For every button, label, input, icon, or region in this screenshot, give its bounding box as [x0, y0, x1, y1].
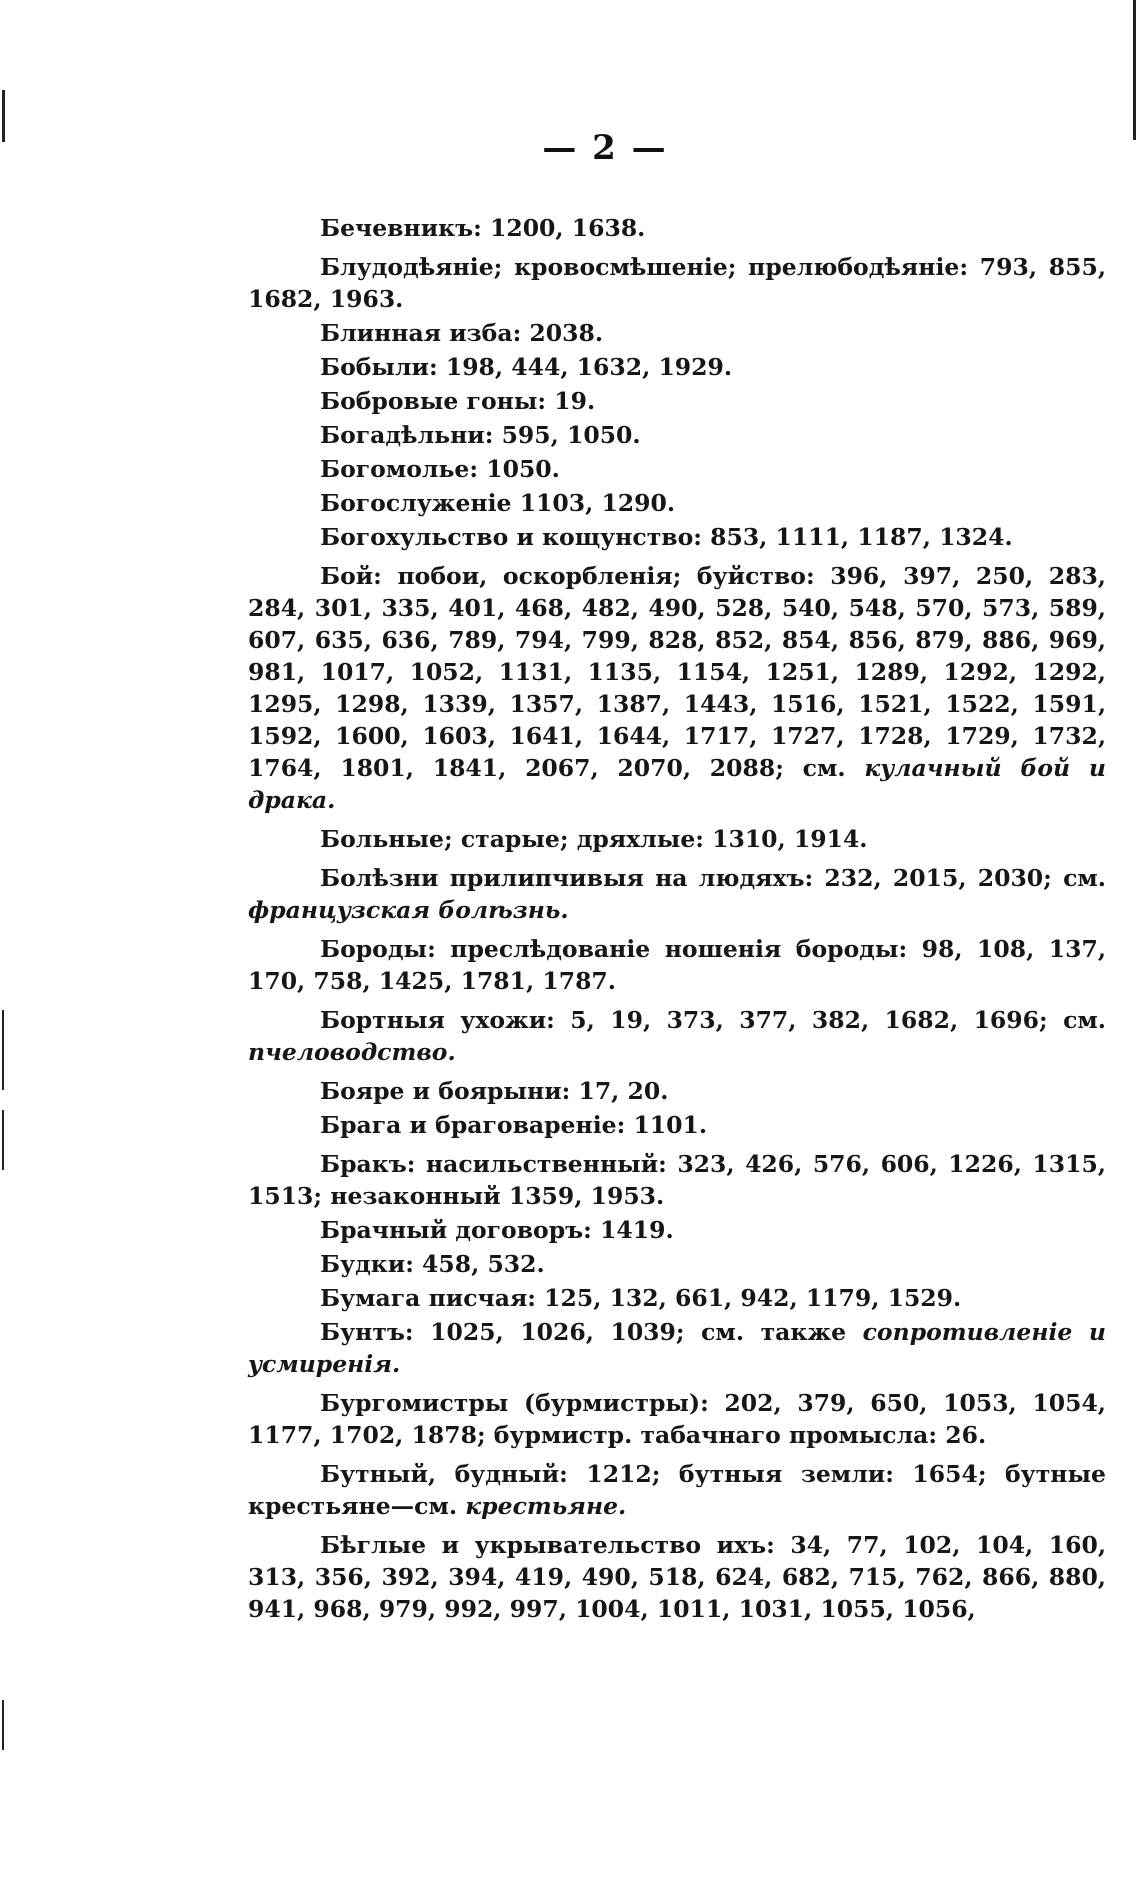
page-edge-left-mark — [2, 1700, 4, 1750]
index-entry: Бороды: преслѣдованіе ношенія бороды: 98, 108, 137, 170, 758, 1425, 1781, 1787. — [248, 935, 1106, 995]
index-entry: Бобыли: 198, 444, 1632, 1929. — [320, 353, 733, 381]
index-entry: Будки: 458, 532. — [320, 1250, 545, 1278]
index-entry: Бечевникъ: 1200, 1638. — [320, 214, 646, 242]
index-entry: Богомолье: 1050. — [320, 455, 560, 483]
index-entry: Богослуженіе 1103, 1290. — [320, 489, 676, 517]
index-entry: Богохульство и кощунство: 853, 1111, 1187, 1324. — [320, 523, 1013, 551]
index-entry: Блудодѣяніе; кровосмѣшеніе; прелюбодѣяніе: 793, 855, 1682, 1963. — [248, 253, 1106, 313]
page-number: — 2 — — [542, 128, 668, 168]
page-edge-left-mark — [2, 1110, 4, 1170]
index-entry: Блинная изба: 2038. — [320, 319, 604, 347]
cross-reference: пчеловодство. — [248, 1038, 456, 1066]
cross-reference: французская болѣзнь. — [248, 896, 569, 924]
index-entry: Богадѣльни: 595, 1050. — [320, 421, 641, 449]
index-entry: Брага и браговареніе: 1101. — [320, 1111, 708, 1139]
index-entry: Бѣглые и укрывательство ихъ: 34, 77, 102, 104, 160, 313, 356, 392, 394, 419, 490, 518, 624, 682, 715, 762, 866, 880, 941, 968, 979, 992, 997, 1004, 1011, 1031, 1055, 1056, — [248, 1531, 1106, 1623]
index-entry: Больные; старые; дряхлые: 1310, 1914. — [320, 825, 868, 853]
cross-reference: кулачный бой и драка. — [248, 754, 1107, 814]
page-edge-left-mark — [2, 1010, 4, 1090]
index-entries — [248, 212, 1106, 1627]
index-entry: Болѣзни прилипчивыя на людяхъ: 232, 2015, 2030; см. французская болѣзнь. — [248, 864, 1106, 924]
cross-reference: сопротивленіе и усмиренія. — [248, 1318, 1107, 1378]
index-entry: Бутный, будный: 1212; бутныя земли: 1654; бутные крестьяне—см. крестьяне. — [248, 1460, 1106, 1520]
index-entry: Бургомистры (бурмистры): 202, 379, 650, 1053, 1054, 1177, 1702, 1878; бурмистр. табачнаго промысла: 26. — [248, 1389, 1106, 1449]
index-entry: Бумага писчая: 125, 132, 661, 942, 1179, 1529. — [320, 1284, 962, 1312]
index-entry: Бракъ: насильственный: 323, 426, 576, 606, 1226, 1315, 1513; незаконный 1359, 1953. — [248, 1150, 1106, 1210]
page-edge-right-mark — [1133, 0, 1136, 140]
index-entry: Бунтъ: 1025, 1026, 1039; см. также сопротивленіе и усмиренія. — [248, 1318, 1107, 1378]
index-entry: Бой: побои, оскорбленія; буйство: 396, 397, 250, 283, 284, 301, 335, 401, 468, 482, 490, 528, 540, 548, 570, 573, 589, 607, 635, 636, 789, 794, 799, 828, 852, 854, 856, 879, 886, 969, 981, 1017, 1052, 1131, 1135, 1154, 1251, 1289, 1292, 1292, 1295, 1298, 1339, 1357, 1387, 1443, 1516, 1521, 1522, 1591, 1592, 1600, 1603, 1641, 1644, 1717, 1727, 1728, 1729, 1732, 1764, 1801, 1841, 2067, 2070, 2088; см. кулачный бой и драка. — [248, 562, 1107, 814]
index-entry: Бояре и боярыни: 17, 20. — [320, 1077, 669, 1105]
index-entry: Брачный договоръ: 1419. — [320, 1216, 674, 1244]
cross-reference: крестьяне. — [465, 1492, 627, 1520]
index-entry: Бобровые гоны: 19. — [320, 387, 596, 415]
index-entry: Бортныя ухожи: 5, 19, 373, 377, 382, 1682, 1696; см. пчеловодство. — [248, 1006, 1106, 1066]
